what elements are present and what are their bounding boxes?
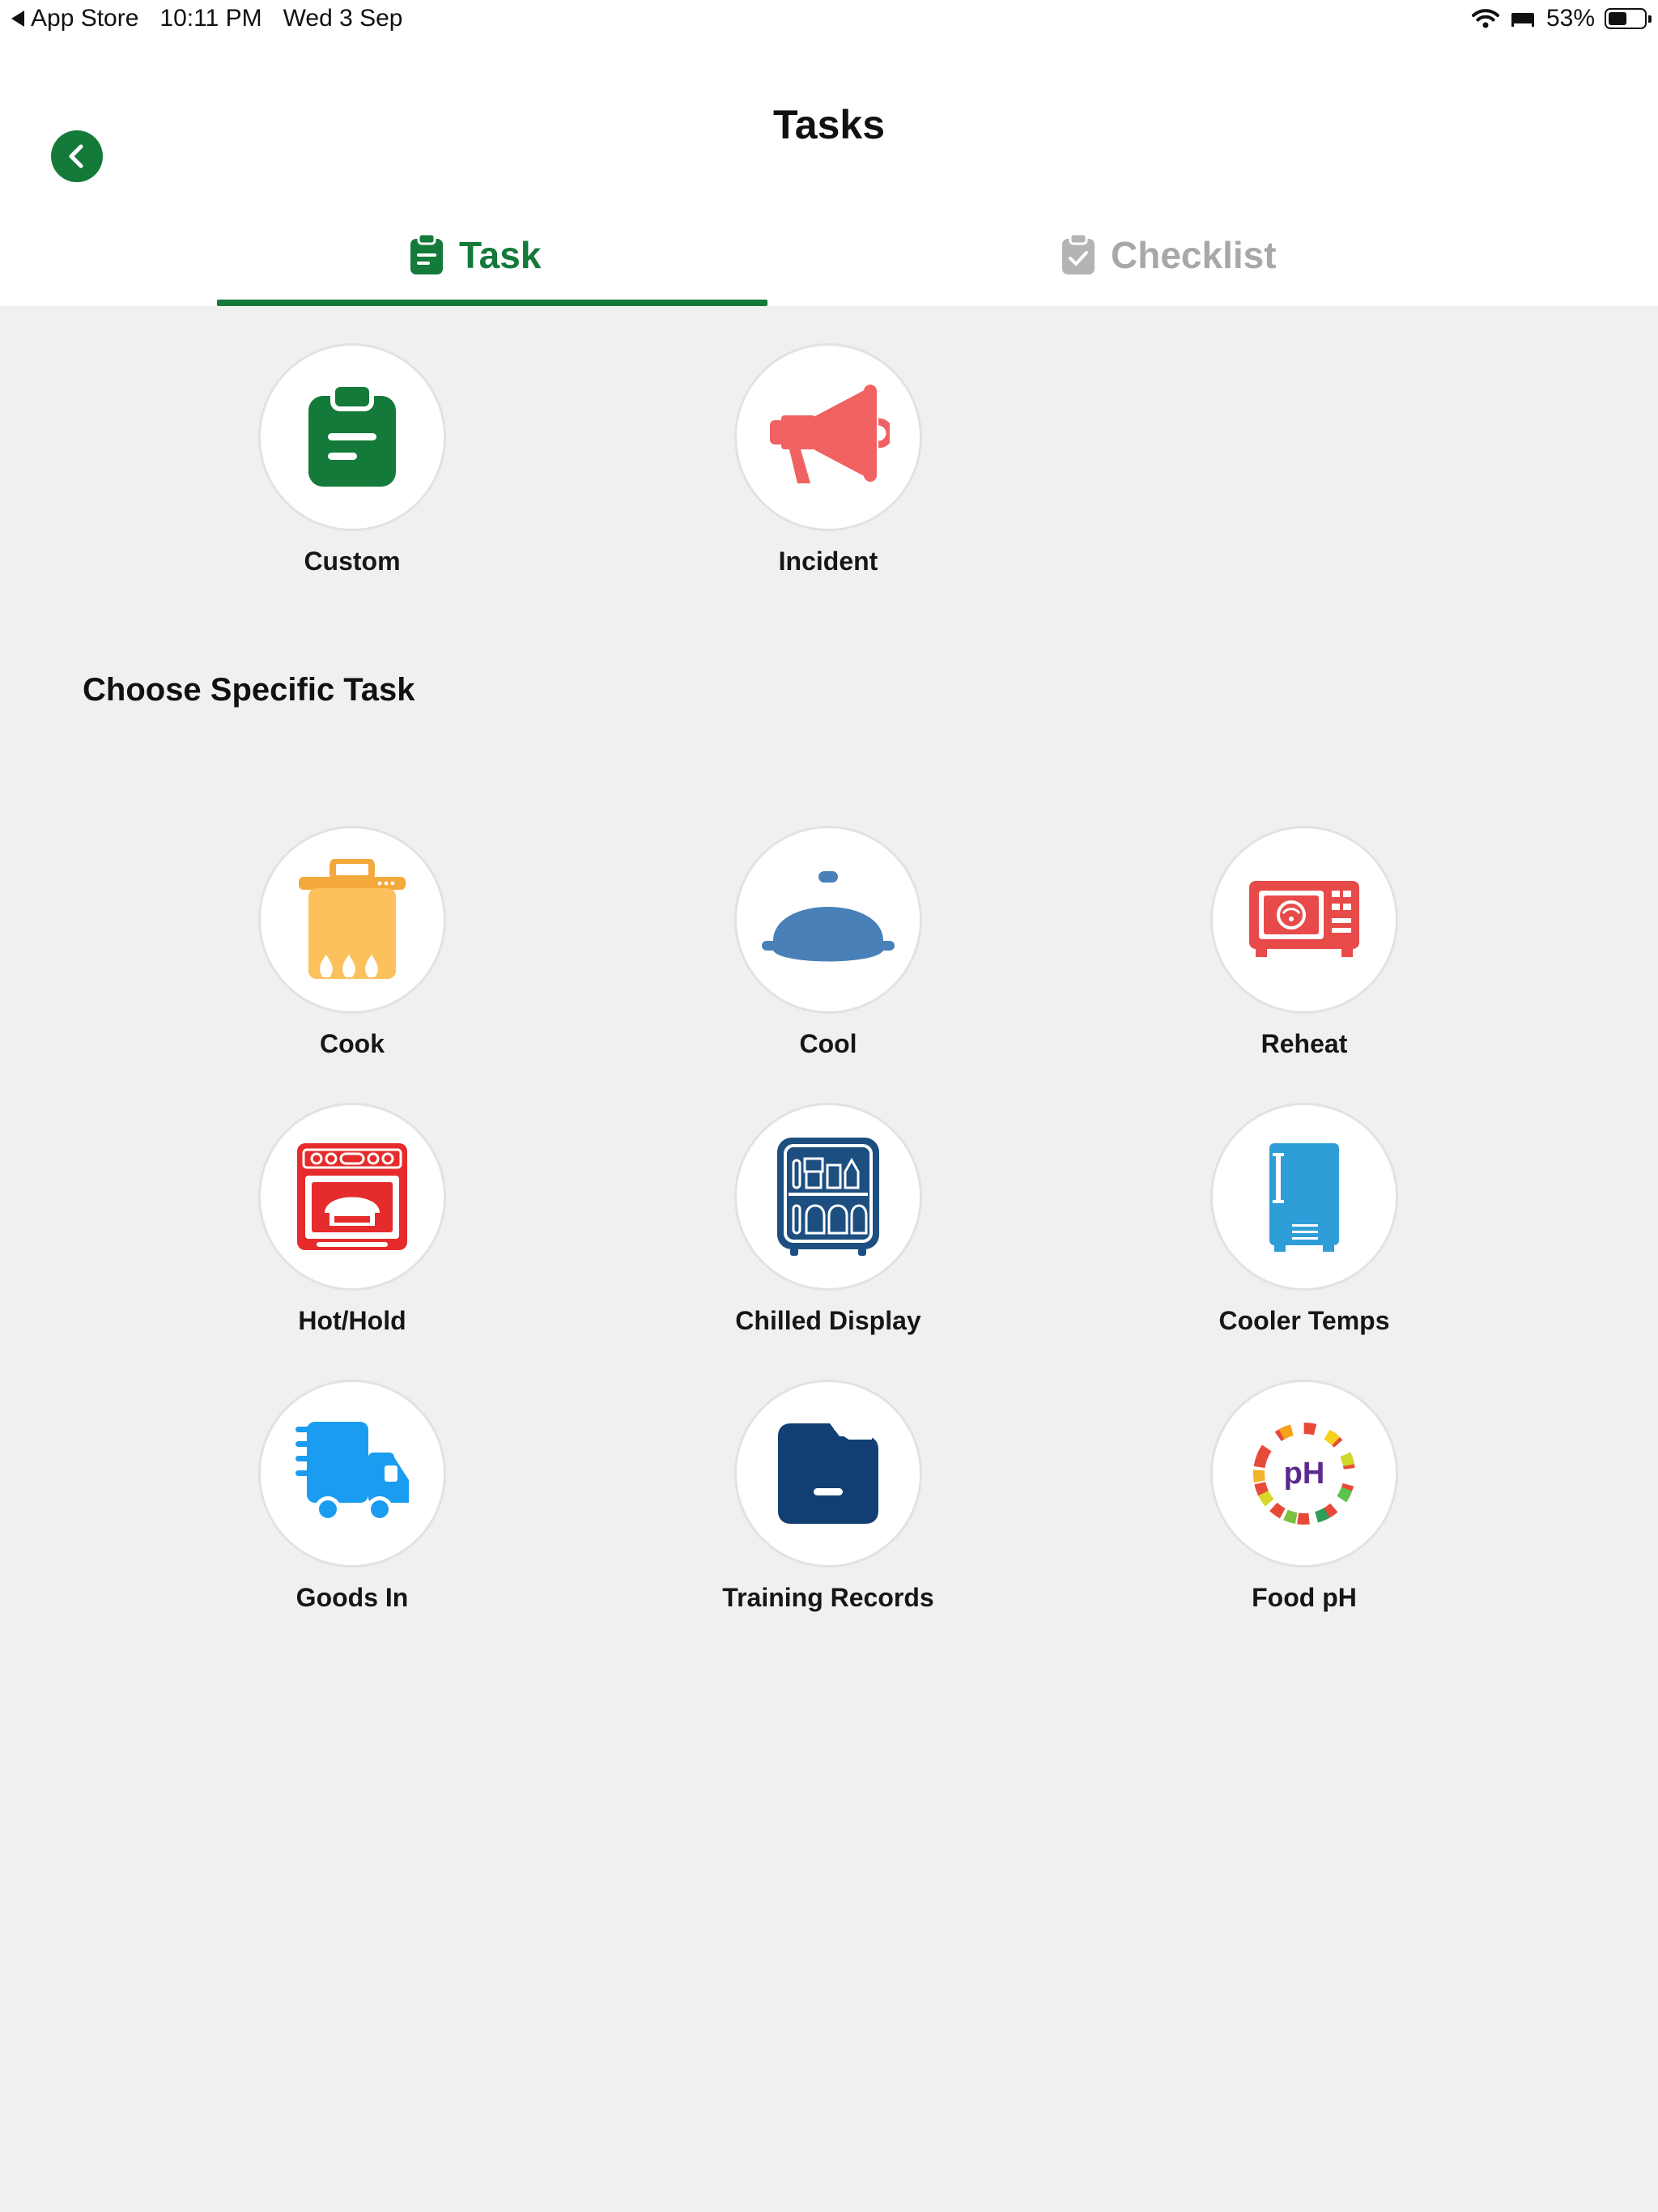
task-training-records-label: Training Records [722, 1583, 934, 1612]
oven-icon [295, 1142, 409, 1252]
refrigerator-icon [1268, 1142, 1341, 1252]
task-reheat-icon-circle [1213, 828, 1396, 1011]
task-custom-label: Custom [304, 547, 401, 576]
task-cool-label: Cool [799, 1029, 857, 1058]
task-chilled-display[interactable] [658, 1105, 998, 1336]
task-food-ph[interactable] [1134, 1382, 1474, 1613]
status-bar [0, 0, 1658, 40]
task-incident[interactable] [658, 346, 998, 576]
sleep-mode-icon [1509, 8, 1537, 29]
task-training-records[interactable] [658, 1382, 998, 1613]
tab-task[interactable] [409, 227, 541, 283]
delivery-truck-icon [294, 1420, 410, 1527]
back-to-app-link[interactable] [11, 5, 138, 32]
task-cook-icon-circle [261, 828, 444, 1011]
task-hot-hold[interactable] [182, 1105, 522, 1336]
tab-task-label: Task [459, 234, 542, 276]
task-cooler-temps[interactable] [1134, 1105, 1474, 1336]
cooking-pot-icon [295, 859, 409, 981]
task-custom[interactable] [182, 346, 522, 576]
microwave-icon [1248, 879, 1361, 960]
header-area [0, 0, 1658, 306]
display-fridge-icon [776, 1136, 881, 1257]
task-goods-in-icon-circle [261, 1382, 444, 1565]
cloche-icon [762, 871, 895, 968]
task-food-ph-label: Food pH [1252, 1583, 1357, 1612]
task-chilled-display-label: Chilled Display [735, 1306, 921, 1335]
battery-fill [1609, 12, 1626, 25]
tab-checklist[interactable] [1061, 227, 1277, 283]
task-food-ph-icon-circle [1213, 1382, 1396, 1565]
megaphone-icon [767, 385, 890, 490]
task-reheat[interactable] [1134, 828, 1474, 1059]
task-cook-label: Cook [320, 1029, 385, 1058]
page-title: Tasks [772, 102, 886, 147]
status-time: 10:11 PM [159, 5, 262, 32]
clipboard-icon [305, 385, 399, 490]
task-hot-hold-icon-circle [261, 1105, 444, 1288]
section-title: Choose Specific Task [83, 672, 415, 708]
status-date: Wed 3 Sep [283, 5, 403, 32]
task-cooler-temps-icon-circle [1213, 1105, 1396, 1288]
task-reheat-label: Reheat [1261, 1029, 1348, 1058]
wifi-icon [1472, 8, 1499, 29]
ph-text: pH [1283, 1457, 1325, 1491]
task-training-records-icon-circle [737, 1382, 920, 1565]
task-cool-icon-circle [737, 828, 920, 1011]
task-custom-icon-circle [261, 346, 444, 529]
task-chilled-display-icon-circle [737, 1105, 920, 1288]
battery-icon [1605, 8, 1647, 29]
task-goods-in[interactable] [182, 1382, 522, 1613]
back-app-label: App Store [31, 5, 139, 32]
task-cool[interactable] [658, 828, 998, 1059]
folder-icon [776, 1422, 880, 1525]
battery-percent: 53% [1545, 5, 1595, 32]
task-hot-hold-label: Hot/Hold [298, 1306, 406, 1335]
tab-checklist-label: Checklist [1111, 234, 1277, 276]
clipboard-icon [409, 234, 444, 276]
checklist-icon [1061, 234, 1096, 276]
ph-scale-icon [1249, 1419, 1359, 1529]
task-cooler-temps-label: Cooler Temps [1218, 1306, 1390, 1335]
task-incident-icon-circle [737, 346, 920, 529]
task-cook[interactable] [182, 828, 522, 1059]
task-goods-in-label: Goods In [295, 1583, 409, 1612]
back-triangle-icon [11, 11, 24, 27]
active-tab-indicator [217, 300, 767, 306]
task-incident-label: Incident [778, 547, 878, 576]
